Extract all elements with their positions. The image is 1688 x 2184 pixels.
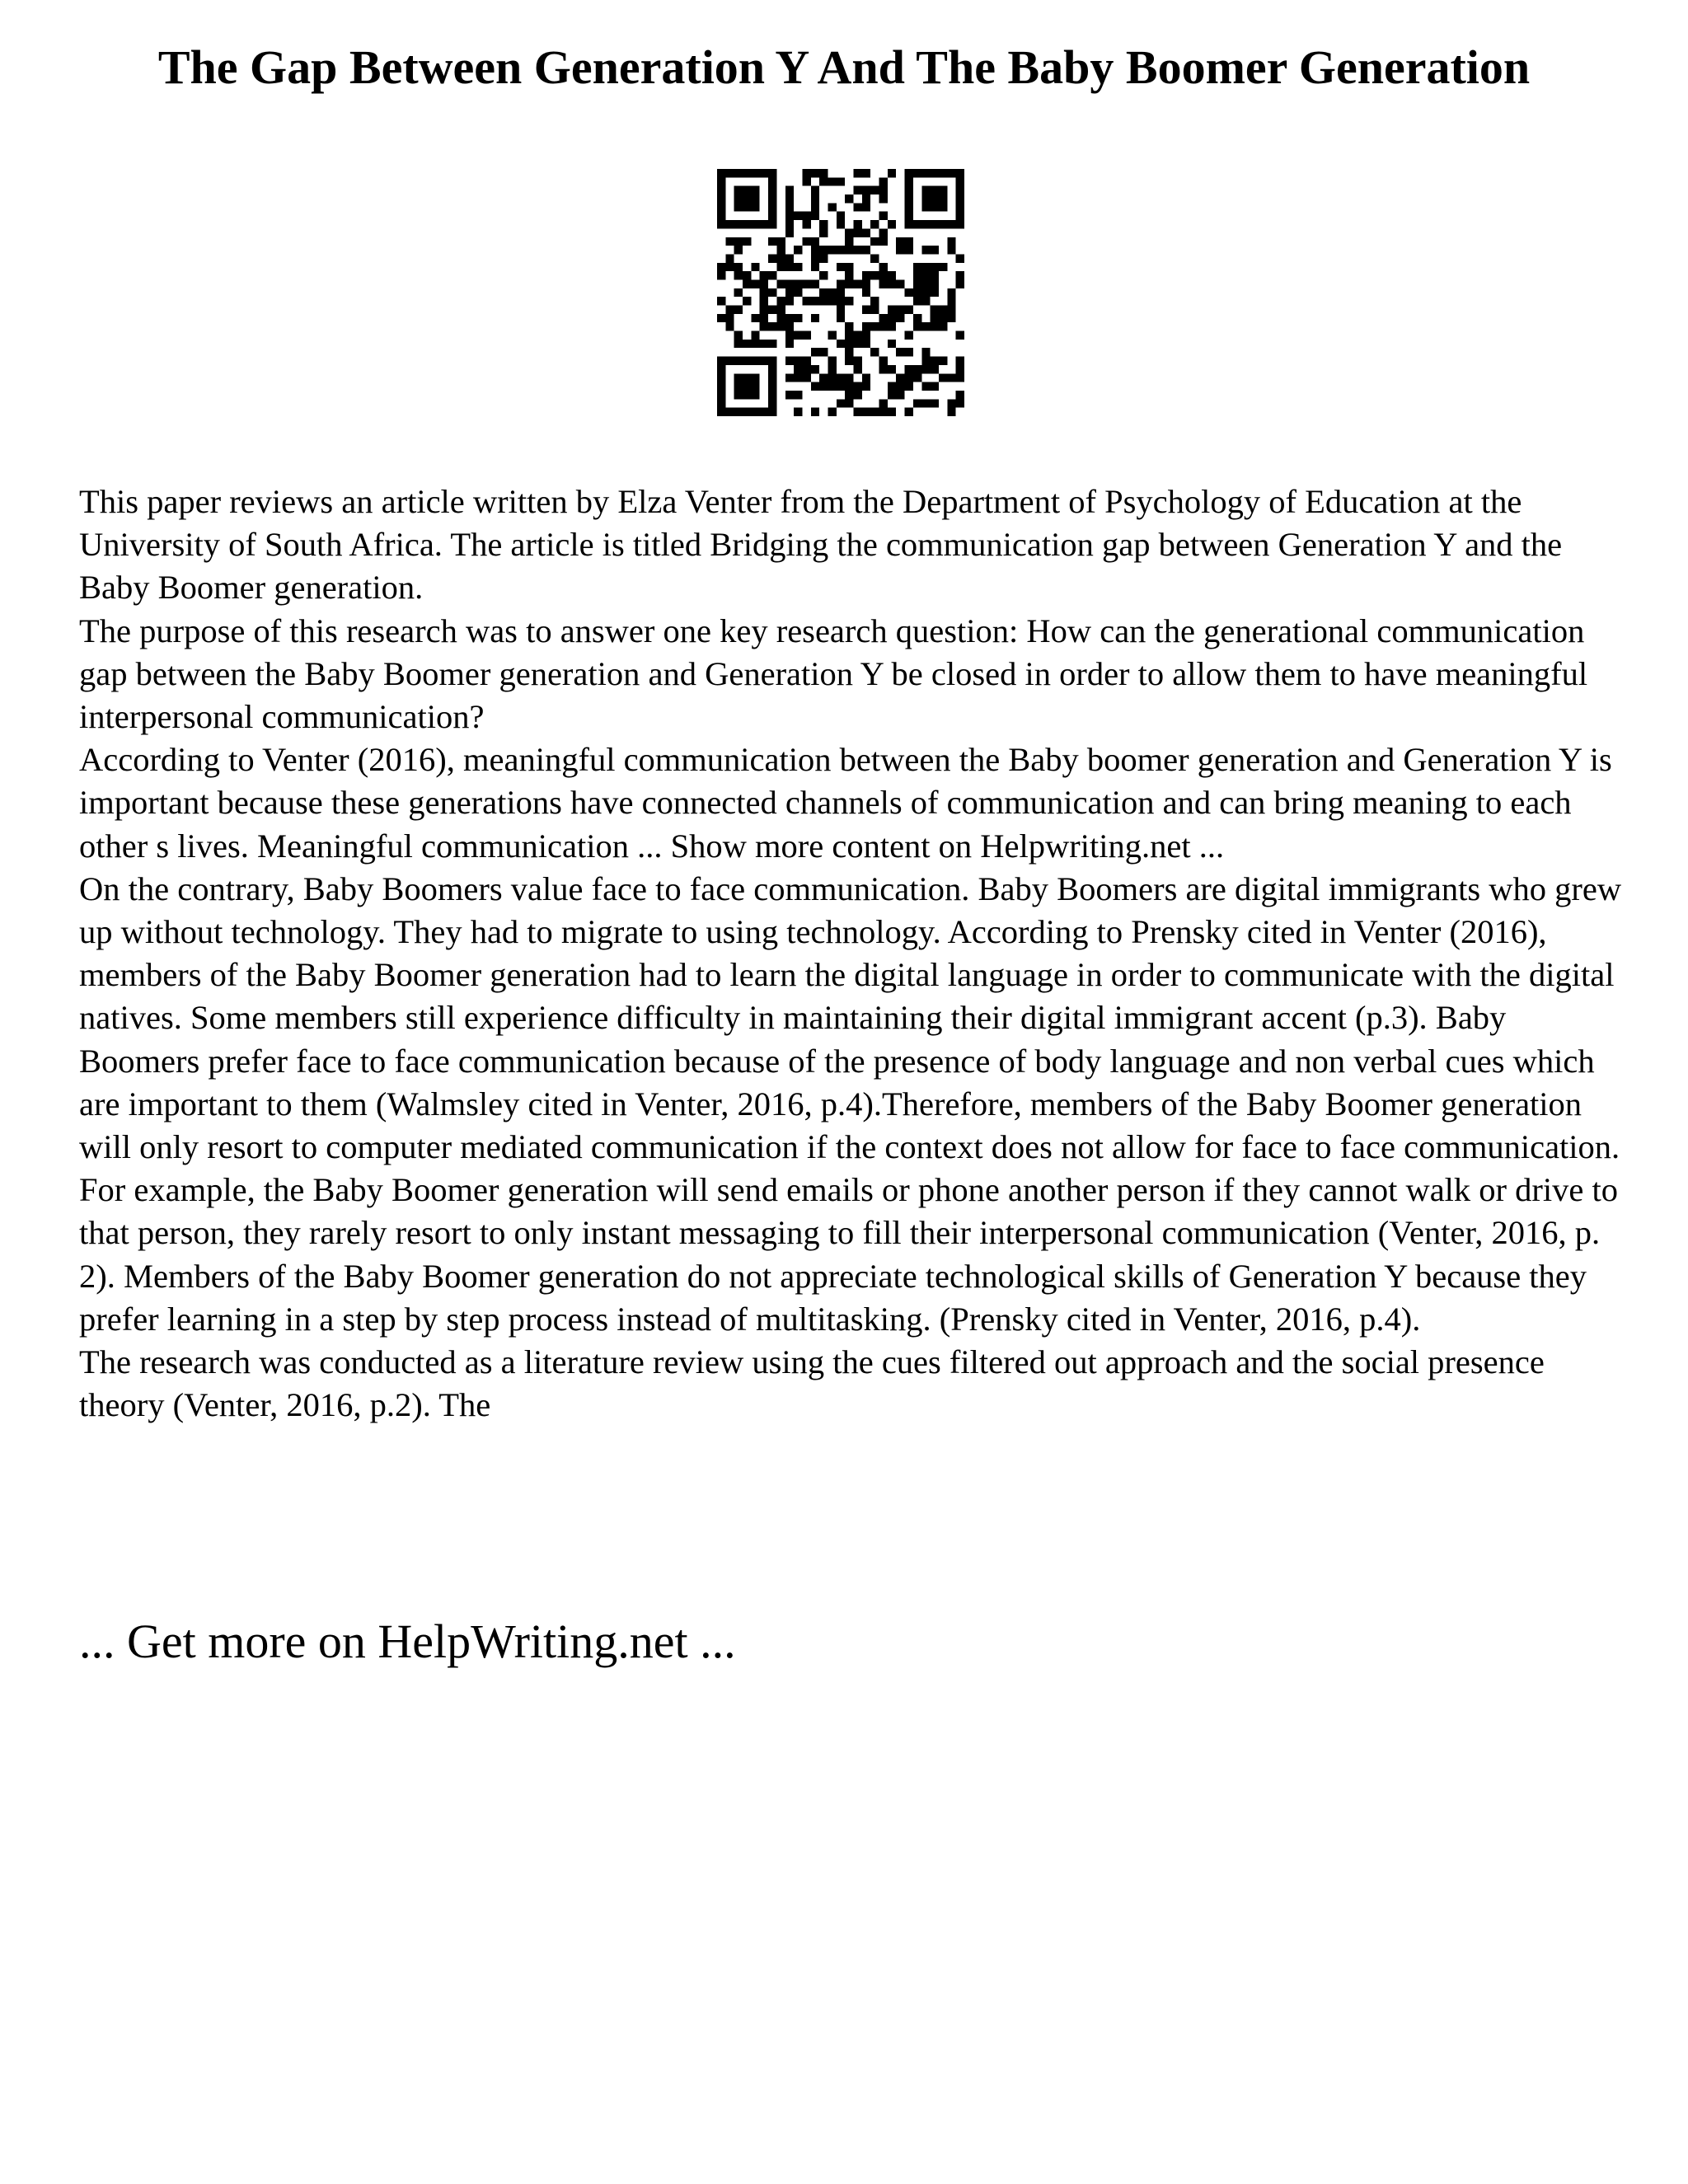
article-body [79, 480, 1629, 1427]
get-more-link[interactable]: ... Get more on HelpWriting.net ... [79, 1615, 736, 1668]
qr-code-icon [717, 169, 964, 416]
paragraph-importance: According to Venter (2016), meaningful communication between the Baby boomer generation and Generation Y is important because these generations have connected channels of communication and can bring meaning to each other s lives. Meaningful communication ... Show more content on Helpwriting.net ... [79, 741, 1612, 865]
paragraph-purpose: The purpose of this research was to answer one key research question: How can the generational communication gap between the Baby Boomer generation and Generation Y be closed in order to allow them to have meaningful interpersonal communication? [79, 612, 1588, 736]
paragraph-method: The research was conducted as a literature review using the cues filtered out approach and the social presence theory (Venter, 2016, p.2). The [79, 1343, 1545, 1424]
paragraph-intro: This paper reviews an article written by Elza Venter from the Department of Psychology of Education at the University of South Africa. The article is titled Bridging the communication gap between Generation Y and the Baby Boomer generation. [79, 483, 1563, 607]
paragraph-baby-boomers: On the contrary, Baby Boomers value face to face communication. Baby Boomers are digital immigrants who grew up without technology. They had to migrate to using technology. According to Prensky cited in Venter (2016), members of the Baby Boomer generation had to learn the digital language in order to communicate with the digital natives. Some members still experience difficulty in maintaining their digital immigrant accent (p.3). Baby Boomers prefer face to face communication because of the presence of body language and non verbal cues which are important to them (Walmsley cited in Venter, 2016, p.4).Therefore, members of the Baby Boomer generation will only resort to computer mediated communication if the context does not allow for face to face communication. For example, the Baby Boomer generation will send emails or phone another person if they cannot walk or drive to that person, they rarely resort to only instant messaging to fill their interpersonal communication (Venter, 2016, p. 2). Members of the Baby Boomer generation do not appreciate technological skills of Generation Y because they prefer learning in a step by step process instead of multitasking. (Prensky cited in Venter, 2016, p.4). [79, 869, 1622, 1338]
qr-code-graphic [717, 169, 964, 416]
document-title: The Gap Between Generation Y And The Baby Boomer Generation [157, 40, 1531, 94]
